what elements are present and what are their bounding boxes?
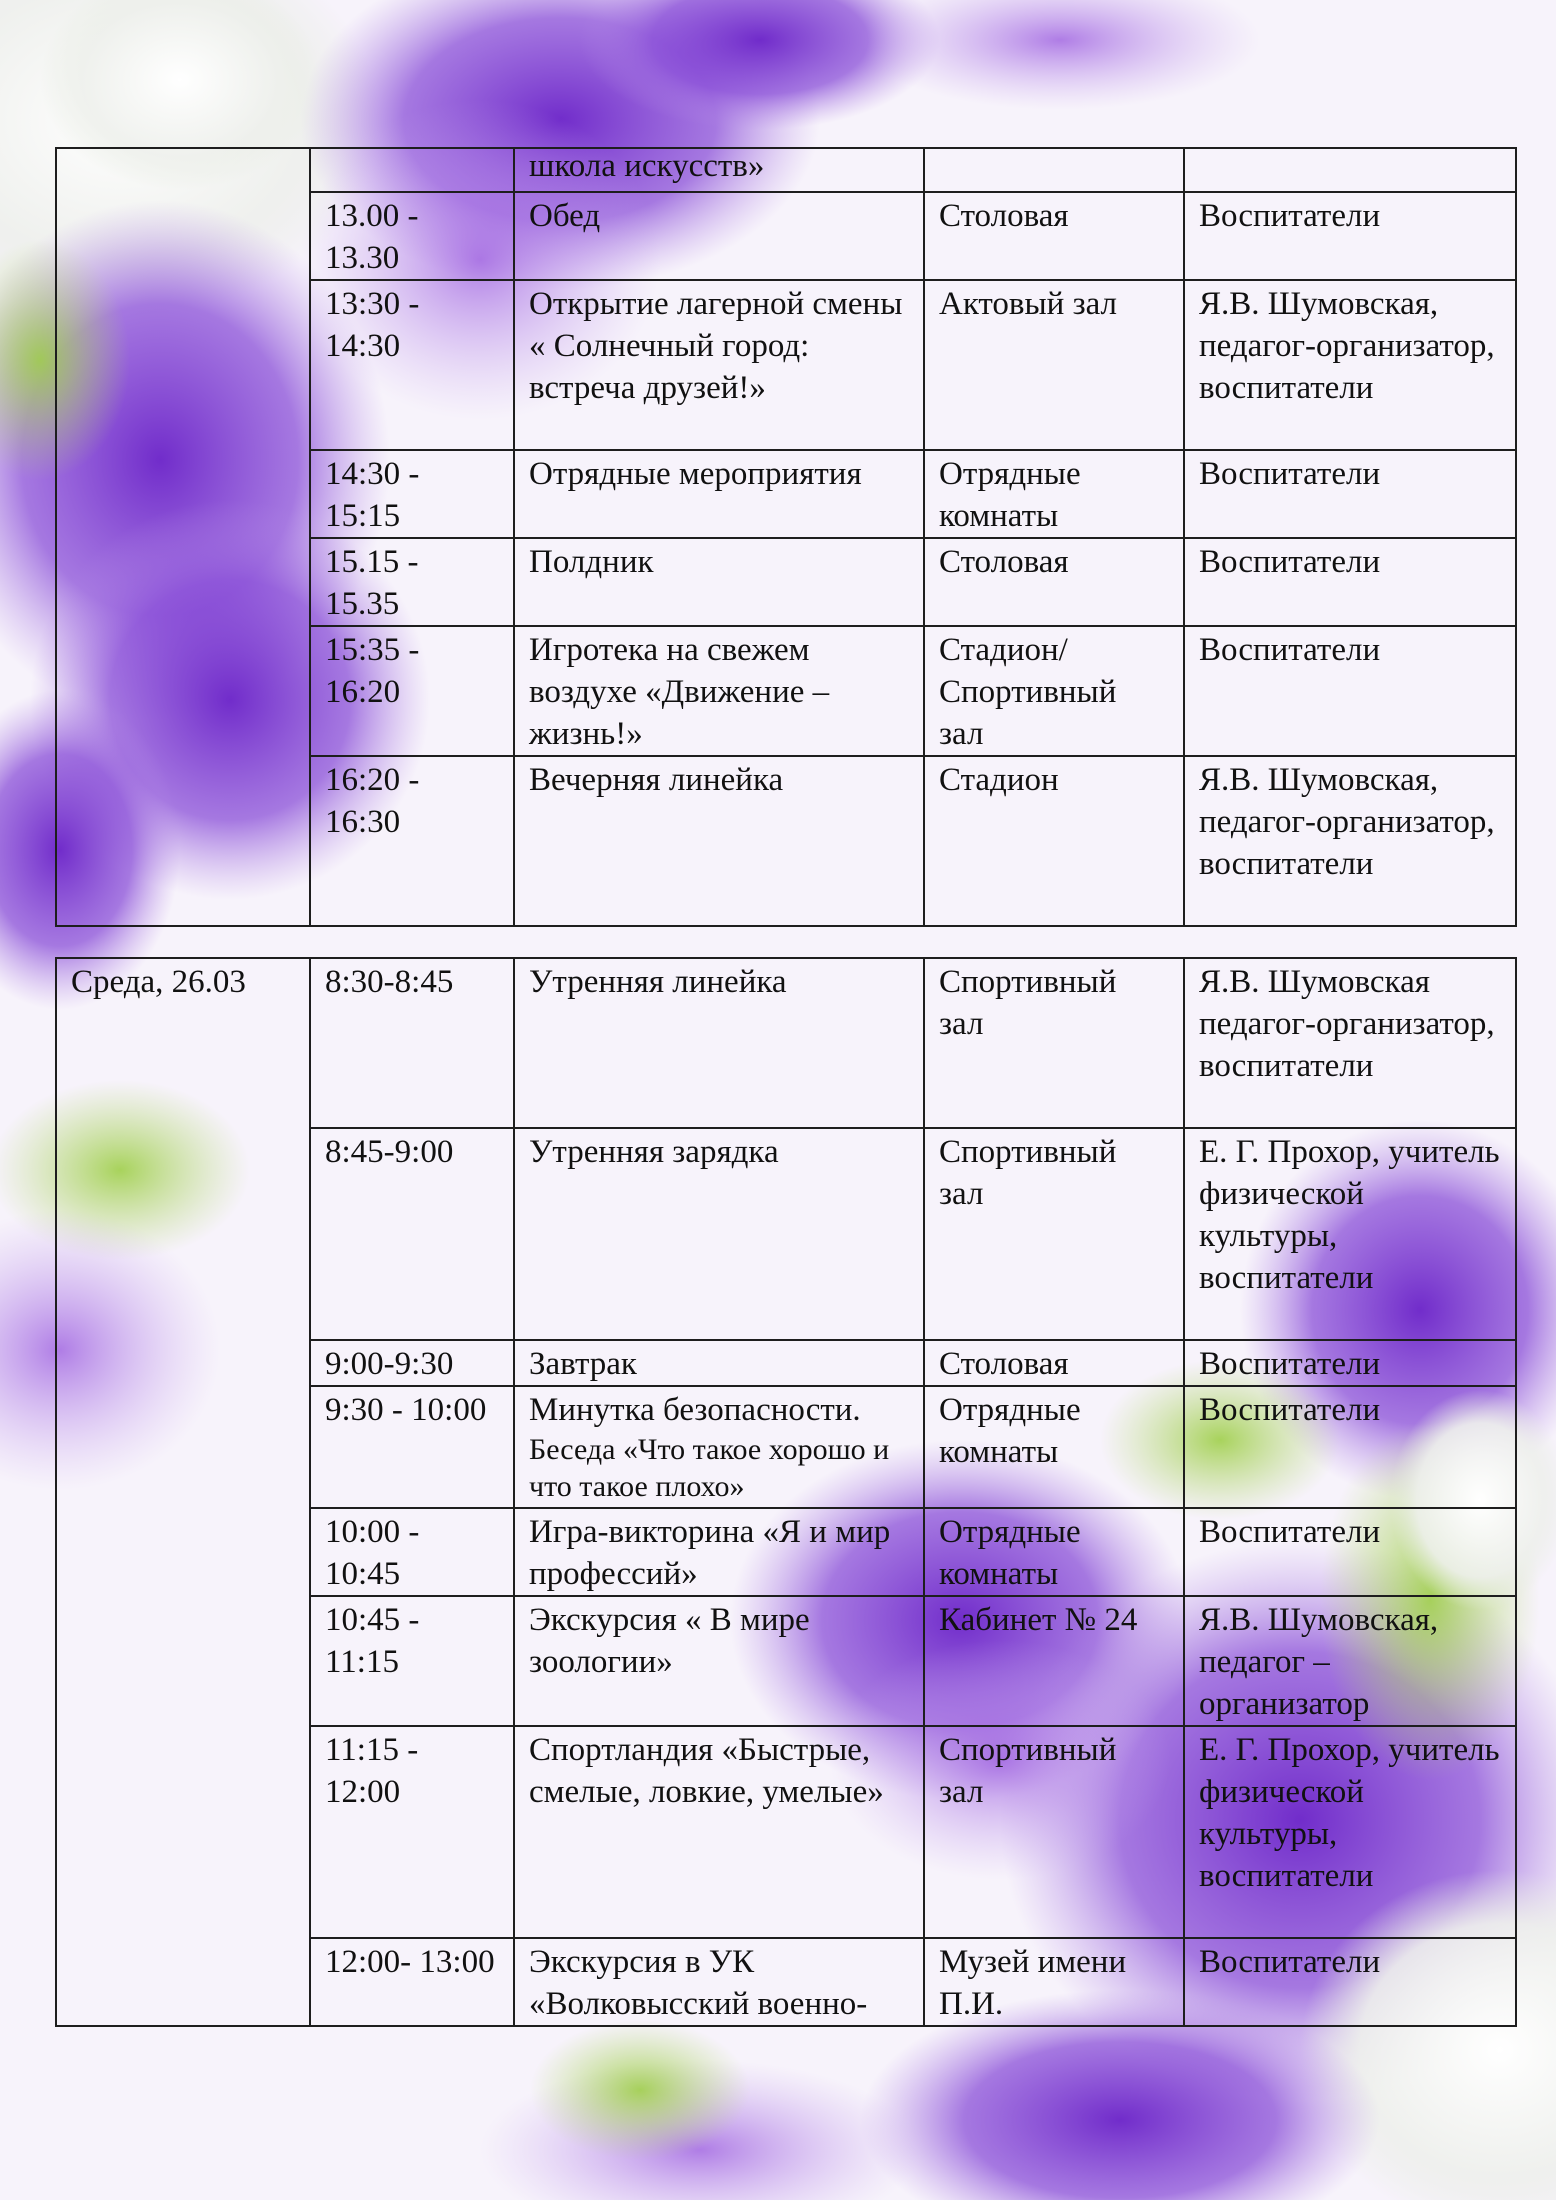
day-cell: Среда, 26.03 — [56, 958, 310, 2026]
place-cell: Столовая — [924, 192, 1184, 280]
time-cell: 16:20 - 16:30 — [310, 756, 514, 926]
responsible-cell: Я.В. Шумовская педагог-организатор, воспитатели — [1184, 958, 1516, 1128]
place-cell: Стадион — [924, 756, 1184, 926]
schedule-table-part-2 — [55, 957, 1517, 2027]
table-row — [56, 958, 1516, 1128]
responsible-cell: Воспитатели — [1184, 1386, 1516, 1508]
responsible-cell: Е. Г. Прохор, учитель физической культуры, воспитатели — [1184, 1128, 1516, 1340]
responsible-cell: Я.В. Шумовская, педагог-организатор, воспитатели — [1184, 756, 1516, 926]
time-cell — [310, 148, 514, 192]
time-cell: 10:00 - 10:45 — [310, 1508, 514, 1596]
time-cell: 11:15 - 12:00 — [310, 1726, 514, 1938]
time-cell: 9:30 - 10:00 — [310, 1386, 514, 1508]
responsible-cell — [1184, 148, 1516, 192]
day-cell — [56, 148, 310, 926]
responsible-cell: Е. Г. Прохор, учитель физической культуры, воспитатели — [1184, 1726, 1516, 1938]
responsible-cell: Воспитатели — [1184, 1938, 1516, 2026]
responsible-cell: Воспитатели — [1184, 626, 1516, 756]
event-cell: Отрядные мероприятия — [514, 450, 924, 538]
place-cell: Спортивный зал — [924, 1726, 1184, 1938]
time-cell: 8:30-8:45 — [310, 958, 514, 1128]
event-title: Минутка безопасности. — [529, 1392, 861, 1428]
event-cell: Полдник — [514, 538, 924, 626]
time-cell: 15:35 - 16:20 — [310, 626, 514, 756]
time-cell: 14:30 - 15:15 — [310, 450, 514, 538]
responsible-cell: Воспитатели — [1184, 538, 1516, 626]
place-cell: Спортивный зал — [924, 958, 1184, 1128]
table-row — [56, 148, 1516, 192]
place-cell: Актовый зал — [924, 280, 1184, 450]
event-cell: Игротека на свежем воздухе «Движение – жизнь!» — [514, 626, 924, 756]
place-cell: Отрядные комнаты — [924, 1386, 1184, 1508]
time-cell: 8:45-9:00 — [310, 1128, 514, 1340]
place-cell: Кабинет № 24 — [924, 1596, 1184, 1726]
time-cell: 9:00-9:30 — [310, 1340, 514, 1386]
responsible-cell: Воспитатели — [1184, 450, 1516, 538]
place-cell: Спортивный зал — [924, 1128, 1184, 1340]
event-cell: Открытие лагерной смены « Солнечный город: встреча друзей!» — [514, 280, 924, 450]
schedule-table-part-1 — [55, 147, 1517, 927]
place-cell: Столовая — [924, 538, 1184, 626]
responsible-cell: Я.В. Шумовская, педагог-организатор, воспитатели — [1184, 280, 1516, 450]
event-cell: Обед — [514, 192, 924, 280]
time-cell: 13:30 - 14:30 — [310, 280, 514, 450]
event-cell: Утренняя зарядка — [514, 1128, 924, 1340]
place-cell: Музей имени П.И. — [924, 1938, 1184, 2026]
time-cell: 15.15 - 15.35 — [310, 538, 514, 626]
place-cell: Столовая — [924, 1340, 1184, 1386]
time-cell: 13.00 - 13.30 — [310, 192, 514, 280]
event-cell: Экскурсия « В мире зоологии» — [514, 1596, 924, 1726]
event-cell: Вечерняя линейка — [514, 756, 924, 926]
responsible-cell: Воспитатели — [1184, 1340, 1516, 1386]
place-cell: Отрядные комнаты — [924, 450, 1184, 538]
event-cell: Экскурсия в УК «Волковысский военно- — [514, 1938, 924, 2026]
event-cell: Спортландия «Быстрые, смелые, ловкие, умелые» — [514, 1726, 924, 1938]
event-cell: школа искусств» — [514, 148, 924, 192]
place-cell: Стадион/ Спортивный зал — [924, 626, 1184, 756]
event-cell — [514, 1386, 924, 1508]
event-subtitle: Беседа «Что такое хорошо и что такое плохо» — [529, 1433, 890, 1503]
responsible-cell: Воспитатели — [1184, 192, 1516, 280]
place-cell: Отрядные комнаты — [924, 1508, 1184, 1596]
place-cell — [924, 148, 1184, 192]
time-cell: 10:45 - 11:15 — [310, 1596, 514, 1726]
event-cell: Игра-викторина «Я и мир профессий» — [514, 1508, 924, 1596]
time-cell: 12:00- 13:00 — [310, 1938, 514, 2026]
responsible-cell: Я.В. Шумовская, педагог – организатор — [1184, 1596, 1516, 1726]
responsible-cell: Воспитатели — [1184, 1508, 1516, 1596]
event-cell: Завтрак — [514, 1340, 924, 1386]
event-cell: Утренняя линейка — [514, 958, 924, 1128]
